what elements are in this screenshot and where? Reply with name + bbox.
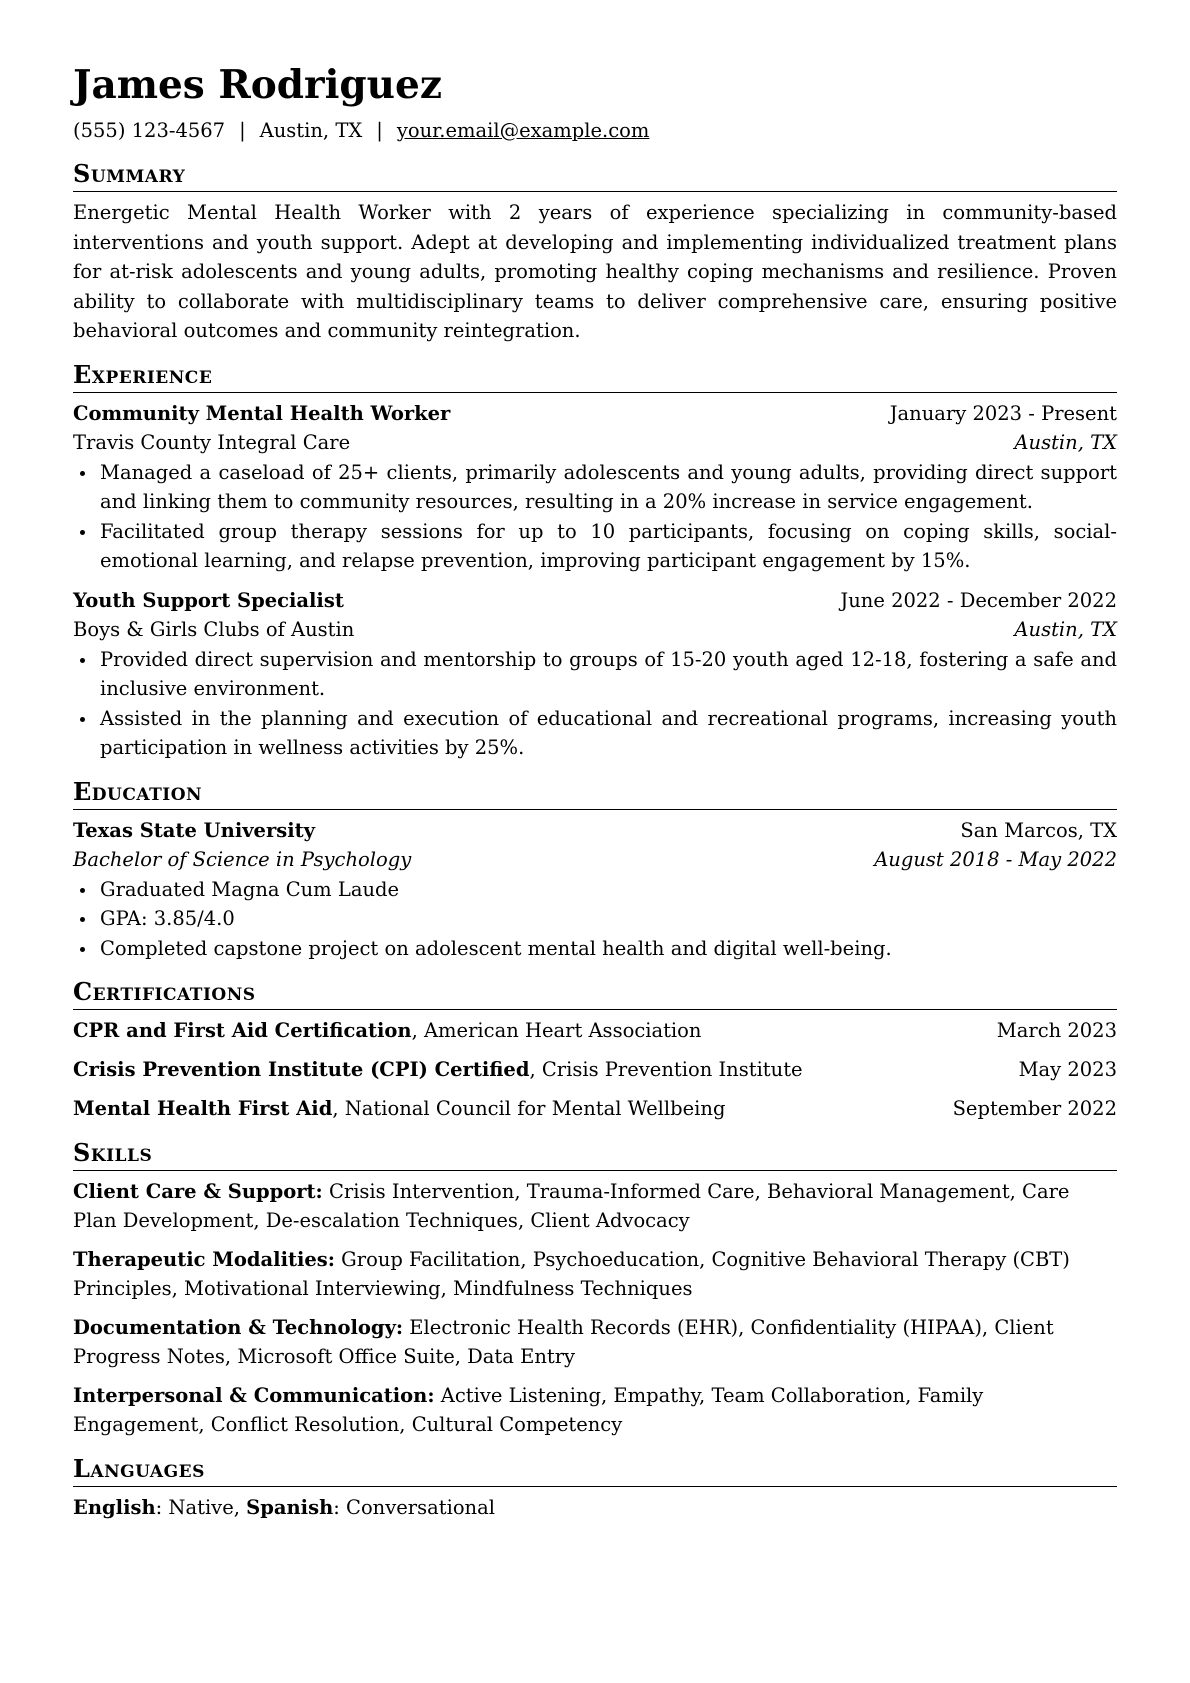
certification-name: Mental Health First Aid [73, 1097, 333, 1120]
section-title-education: Education [73, 777, 1117, 810]
section-title-summary: Summary [73, 159, 1117, 192]
skill-label: Therapeutic Modalities: [73, 1247, 335, 1271]
email-link[interactable]: your.email@example.com [396, 119, 650, 142]
summary-text: Energetic Mental Health Worker with 2 years of experience specializing in community-based interventions and youth support. Adept at developing and implementing individualized treatment plans for at-risk adolescents and young adults, promoting healthy coping mechanisms and resilience. Proven ability to collaborate with multidisciplinary teams to deliver comprehensive care, ensuring positive behavioral outcomes and community reintegration. [73, 201, 1117, 342]
education-bullet: GPA: 3.85/4.0 [100, 904, 1117, 934]
certification-name: CPR and First Aid Certification [73, 1019, 412, 1042]
section-title-languages: Languages [73, 1454, 1117, 1487]
education-bullet: Completed capstone project on adolescent mental health and digital well-being. [100, 934, 1117, 964]
language-name: Spanish [246, 1495, 334, 1519]
job-bullet: Facilitated group therapy sessions for up to 10 participants, focusing on coping skills, social-emotional learning, and relapse prevention, improving participant engagement by 15%. [100, 517, 1117, 576]
skill-label: Client Care & Support: [73, 1179, 323, 1203]
skill-text: Crisis Intervention, Trauma-Informed Care, Behavioral Management, Care Plan Development, De-escalation Techniques, Client Advocacy [73, 1179, 1070, 1232]
certification-issuer: , National Council for Mental Wellbeing [332, 1097, 726, 1120]
section-title-skills: Skills [73, 1138, 1117, 1171]
contact-separator: | [239, 119, 246, 142]
certifications-section [73, 977, 1117, 1124]
skill-text: Electronic Health Records (EHR), Confidentiality (HIPAA), Client Progress Notes, Microsoft Office Suite, Data Entry [73, 1315, 1054, 1368]
school-name: Texas State University [73, 818, 315, 842]
certification-date: May 2023 [1018, 1058, 1117, 1081]
language-level: : Native [155, 1495, 234, 1519]
phone-number: (555) 123-4567 [73, 119, 226, 142]
job-bullets [73, 458, 1117, 576]
job-bullet: Provided direct supervision and mentorship to groups of 15-20 youth aged 12-18, fostering a safe and inclusive environment. [100, 645, 1117, 704]
language-name: English [73, 1495, 156, 1519]
language-separator: , [233, 1495, 247, 1519]
skill-group [73, 1313, 1117, 1372]
languages-section [73, 1454, 1117, 1523]
section-title-experience: Experience [73, 360, 1117, 393]
job-bullet: Assisted in the planning and execution of educational and recreational programs, increasing youth participation in wellness activities by 25%. [100, 704, 1117, 763]
language-level: : Conversational [333, 1495, 495, 1519]
candidate-name: James Rodriguez [73, 62, 442, 108]
certification-item [73, 1094, 1117, 1124]
skills-section [73, 1138, 1117, 1440]
certification-item [73, 1055, 1117, 1085]
certification-date: September 2022 [952, 1097, 1117, 1120]
certification-issuer: , Crisis Prevention Institute [529, 1058, 803, 1081]
certification-issuer: , American Heart Association [411, 1019, 702, 1042]
experience-section [73, 360, 1117, 763]
job-entry [73, 399, 1117, 576]
languages-line [73, 1493, 1117, 1523]
skill-label: Interpersonal & Communication: [73, 1383, 435, 1407]
skill-text: Group Facilitation, Psychoeducation, Cognitive Behavioral Therapy (CBT) Principles, Motivational Interviewing, Mindfulness Techniques [73, 1247, 1070, 1300]
job-dates: January 2023 - Present [889, 401, 1117, 425]
skill-group [73, 1177, 1117, 1236]
job-dates: June 2022 - December 2022 [840, 588, 1117, 612]
certification-date: March 2023 [996, 1019, 1117, 1042]
skill-group [73, 1245, 1117, 1304]
job-role: Community Mental Health Worker [73, 401, 451, 425]
job-bullet: Managed a caseload of 25+ clients, primarily adolescents and young adults, providing direct support and linking them to community resources, resulting in a 20% increase in service engagement. [100, 458, 1117, 517]
education-bullets [73, 875, 1117, 964]
location: Austin, TX [259, 119, 363, 142]
job-bullets [73, 645, 1117, 763]
skill-label: Documentation & Technology: [73, 1315, 404, 1339]
summary-section [73, 159, 1117, 346]
job-entry [73, 586, 1117, 763]
skill-text: Active Listening, Empathy, Team Collaboration, Family Engagement, Conflict Resolution, Cultural Competency [73, 1383, 984, 1436]
contact-line [73, 117, 1117, 145]
school-location: San Marcos, TX [960, 818, 1117, 842]
contact-separator: | [376, 119, 383, 142]
certification-name: Crisis Prevention Institute (CPI) Certified [73, 1058, 530, 1081]
job-location: Austin, TX [1014, 618, 1117, 641]
job-organization: Boys & Girls Clubs of Austin [73, 618, 355, 641]
education-dates: August 2018 - May 2022 [874, 848, 1117, 871]
education-bullet: Graduated Magna Cum Laude [100, 875, 1117, 905]
section-title-certifications: Certifications [73, 977, 1117, 1010]
education-section [73, 777, 1117, 964]
job-location: Austin, TX [1014, 431, 1117, 454]
skill-group [73, 1381, 1117, 1440]
degree: Bachelor of Science in Psychology [73, 848, 412, 871]
job-role: Youth Support Specialist [73, 588, 344, 612]
certification-item [73, 1016, 1117, 1046]
job-organization: Travis County Integral Care [73, 431, 351, 454]
